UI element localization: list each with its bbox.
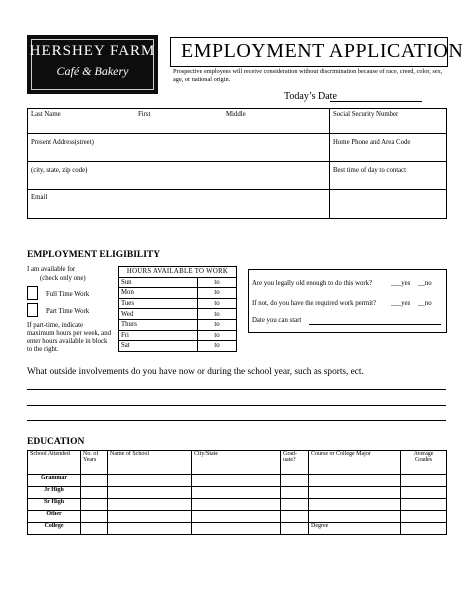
col-school-attended: School Attended (28, 451, 81, 475)
hours-header: HOURS AVAILABLE TO WORK (119, 267, 237, 278)
degree-label: Degree (309, 523, 401, 535)
involvement-question: What outside involvements do you have now or during the school year, such as sports, ect. (27, 367, 364, 377)
permit-no[interactable]: __no (418, 300, 432, 307)
table-row[interactable]: Sr High (28, 499, 447, 511)
available-label: I am available for (27, 266, 76, 273)
page-title: EMPLOYMENT APPLICATION (181, 40, 464, 62)
education-table (27, 450, 447, 535)
ssn-field[interactable]: Social Security Number (333, 111, 399, 118)
part-time-label: Part Time Work (46, 308, 90, 315)
middle-name-field[interactable]: Middle (226, 111, 246, 118)
row-divider (27, 189, 447, 190)
personal-info-box (27, 108, 447, 219)
col-years: No. of Years (81, 451, 108, 475)
table-row[interactable]: Grammar (28, 475, 447, 487)
table-row[interactable]: Jr High (28, 487, 447, 499)
address-field[interactable]: Present Address(street) (31, 139, 94, 146)
col-average-grades: Average Grades (401, 451, 447, 475)
legal-age-yes[interactable]: ___yes (391, 280, 411, 287)
last-name-field[interactable]: Last Name (31, 111, 61, 118)
legal-age-no[interactable]: __no (418, 280, 432, 287)
col-course: Course or College Major (309, 451, 401, 475)
col-city-state: City/State (192, 451, 281, 475)
company-logo (27, 35, 158, 94)
part-time-note: If part-time, indicate maximum hours per week, and enter hours available in block to the right. (27, 322, 111, 353)
col-graduate: Grad- uate? (281, 451, 309, 475)
date-label: Today’s Date (284, 91, 337, 102)
table-row[interactable]: Tues to (119, 298, 237, 309)
answer-line[interactable] (27, 420, 446, 421)
hours-table (118, 266, 237, 352)
logo-tagline: Café & Bakery (56, 64, 129, 78)
education-heading: EDUCATION (27, 437, 85, 447)
answer-line[interactable] (27, 405, 446, 406)
table-row[interactable]: Mon to (119, 288, 237, 299)
personal-divider (329, 108, 330, 218)
part-time-checkbox[interactable] (27, 303, 38, 317)
table-row[interactable]: Sun to (119, 277, 237, 288)
col-school-name: Name of School (108, 451, 192, 475)
email-field[interactable]: Email (31, 194, 48, 201)
city-field[interactable]: (city, state, zip code) (31, 167, 88, 174)
full-time-checkbox[interactable] (27, 286, 38, 300)
permit-yes[interactable]: ___yes (391, 300, 411, 307)
first-name-field[interactable]: First (138, 111, 151, 118)
legal-age-question: Are you legally old enough to do this work? (252, 280, 373, 287)
date-field[interactable] (330, 101, 422, 102)
check-one-label: (check only one) (40, 275, 86, 282)
home-phone-field[interactable]: Home Phone and Area Code (333, 139, 411, 146)
table-row[interactable]: Thurs to (119, 319, 237, 330)
title-box (170, 37, 464, 67)
answer-line[interactable] (27, 389, 446, 390)
best-time-field[interactable]: Best time of day to contact (333, 167, 407, 174)
logo-name: HERSHEY FARM (29, 43, 156, 59)
table-row[interactable]: Fri to (119, 330, 237, 341)
permit-question: If not, do you have the required work permit? (252, 300, 377, 307)
row-divider (27, 133, 447, 134)
disclaimer-text: Prospective employees will receive consideration without discrimination because of race, creed, color, sex, age, or national origin. (173, 68, 443, 83)
eligibility-heading: EMPLOYMENT ELIGIBILITY (27, 250, 161, 260)
table-row[interactable]: Wed to (119, 309, 237, 320)
start-date-field[interactable] (309, 324, 441, 325)
education-header-row (28, 451, 447, 475)
start-date-label: Date you can start (252, 317, 302, 324)
row-divider (27, 161, 447, 162)
full-time-label: Full Time Work (46, 291, 90, 298)
table-row[interactable]: Other (28, 511, 447, 523)
table-row[interactable]: College Degree (28, 523, 447, 535)
table-row[interactable]: Sat to (119, 341, 237, 352)
